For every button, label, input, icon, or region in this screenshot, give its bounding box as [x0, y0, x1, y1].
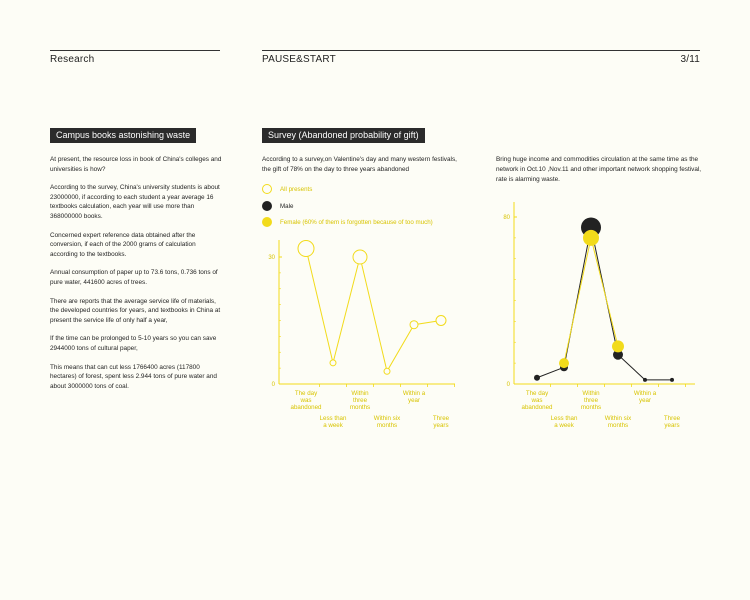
x-tick-label: The day was abandoned [290, 390, 322, 411]
legend-label: All presents [280, 185, 313, 193]
series-line [306, 249, 441, 372]
data-point [384, 368, 390, 374]
page-number: 3/11 [680, 54, 700, 65]
survey-intro: According to a survey,on Valentine's day and many western festivals, the gift of 78% on the day to three years abandoned [262, 156, 457, 173]
data-point [670, 378, 674, 382]
all-presents-chart [255, 200, 480, 440]
data-point [612, 340, 624, 352]
y-tick-label: 80 [503, 215, 510, 221]
y-tick-label: 0 [271, 382, 275, 388]
x-tick-label: Three years [432, 415, 450, 429]
x-tick-label: Within six months [373, 415, 401, 429]
paragraph: Concerned expert reference data obtained after the conversion, if each of the 2000 grams of calculation according to the textbooks. [50, 231, 196, 258]
paragraph: At present, the resource loss in book of China's colleges and universities is how? [50, 156, 222, 173]
x-tick-label: Within a year [402, 390, 426, 404]
x-tick-label: Less than a week [319, 415, 347, 429]
data-point [643, 378, 647, 382]
y-tick-label: 30 [268, 255, 275, 261]
gender-chart [490, 190, 720, 440]
section-title: Research [50, 54, 95, 65]
paragraph: Annual consumption of paper up to 73.6 tons, 0.736 tons of pure water, 441600 acres of trees. [50, 269, 218, 286]
x-tick-label: Less than a week [550, 415, 578, 429]
series-line [564, 238, 618, 363]
survey-intro-network: Bring huge income and commodities circulation at the same time as the network in Oct.10 ,Nov.11 and other important network shopping festival, rate is alarming waste. [496, 156, 702, 183]
data-point [353, 250, 367, 264]
header-rule-right [262, 50, 700, 51]
x-tick-label: Three years [663, 415, 681, 429]
series-line [537, 227, 672, 379]
data-point [436, 316, 446, 326]
paragraph: There are reports that the average service life of materials, the developed countries for years, and textbooks in China at present the service life of only half a year, [50, 297, 221, 324]
legend-all-presents [262, 184, 312, 194]
x-tick-label: The day was abandoned [521, 390, 553, 411]
x-tick-label: Within a year [633, 390, 657, 404]
x-tick-label: Within three months [349, 390, 371, 411]
paragraph: According to the survey, China's university students is about 23000000, if according to each student a year average 16 textbooks calculation, each year will use more than 368000000 books. [50, 184, 220, 220]
header-rule-left [50, 50, 220, 51]
legend-label: Male [280, 202, 294, 210]
legend-label: Female (60% of them is forgotten because of too much) [280, 218, 433, 226]
survey-tag: Survey (Abandoned probability of gift) [262, 128, 425, 143]
data-point [410, 321, 418, 329]
x-tick-label: Within six months [604, 415, 632, 429]
hollow-circle-icon [262, 184, 272, 194]
data-point [534, 375, 540, 381]
paragraph: This means that can cut less 1766400 acres (117800 hectares) of forest, spent less 2.944 tons of pure water and about 3000000 tons of coal. [50, 363, 217, 390]
paragraph: If the time can be prolonged to 5-10 years so you can save 2944000 tons of cultural paper, [50, 335, 217, 352]
campus-books-text [50, 155, 225, 400]
data-point [559, 358, 569, 368]
document-title: PAUSE&START [262, 54, 336, 65]
y-tick-label: 0 [506, 382, 510, 388]
data-point [330, 360, 336, 366]
data-point [298, 241, 314, 257]
data-point [583, 230, 599, 246]
campus-books-tag: Campus books astonishing waste [50, 128, 196, 143]
x-tick-label: Within three months [580, 390, 602, 411]
